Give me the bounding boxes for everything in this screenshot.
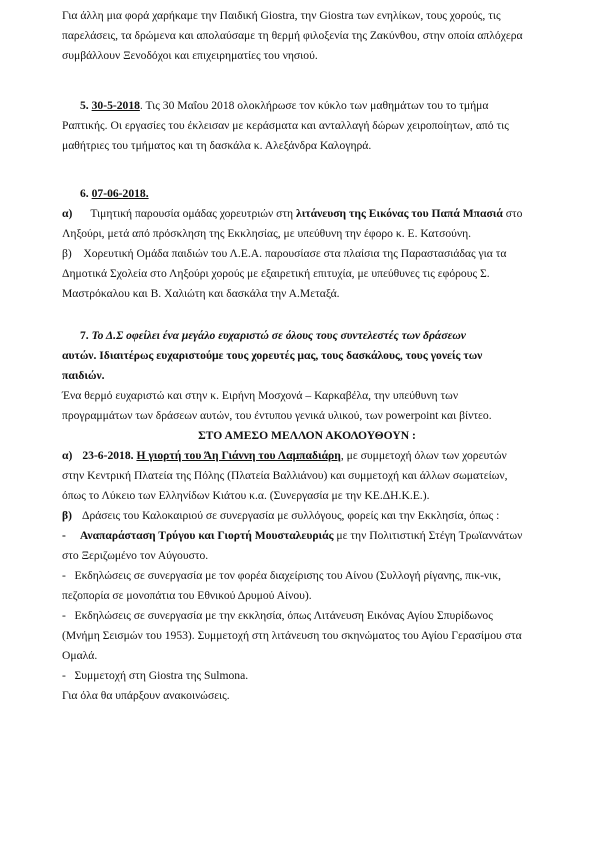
- text-line: - Εκδηλώσεις σε συνεργασία με την εκκλησία, όπως Λιτάνευση Εικόνας Αγίου Σπυρίδωνος: [62, 609, 493, 622]
- text-line: Δημοτικά Σχολεία στο Ληξούρι χορούς με εξαιρετική επιτυχία, με υπεύθυνες τις εφόρους Σ.: [62, 267, 490, 280]
- item-7: [62, 326, 552, 426]
- item-date: 07-06-2018.: [91, 187, 149, 200]
- text-line: παρελάσεις, τα δρώμενα και απολαύσαμε τη θερμή φιλοξενία της Ζακύνθου, στην οποία απλόχερα: [62, 29, 523, 42]
- text-line: [62, 506, 552, 526]
- text-line: β) Χορευτική Ομάδα παιδιών του Λ.Ε.Α. παρουσίασε στα πλαίσια της Παραστασιάδας για τα: [62, 247, 507, 260]
- item-number: 6.: [80, 187, 89, 200]
- item-text: . Τις 30 Μαΐου 2018 ολοκλήρωσε τον κύκλο των μαθημάτων του το τμήμα: [139, 99, 489, 112]
- dash-bullet: -: [62, 529, 66, 542]
- text-line: [62, 446, 552, 466]
- item-text: Δράσεις του Καλοκαιριού σε συνεργασία με συλλόγους, φορείς και την Εκκλησία, όπως :: [81, 509, 500, 522]
- text-line: Ραπτικής. Οι εργασίες του έκλεισαν με κεράσματα και ανταλλαγή δώρων χειροποίητων, από τις: [62, 119, 509, 132]
- text-line: Ληξούρι, μετά από πρόσκληση της Εκκλησίας, με υπεύθυνη την έφορο κ. Ε. Κατσούνη.: [62, 227, 472, 240]
- text-line: [62, 526, 552, 546]
- item-text: , με συμμετοχή όλων των χορευτών: [340, 449, 507, 462]
- item-date: 30-5-2018: [91, 99, 140, 112]
- intro-paragraph: [62, 6, 552, 66]
- text-line: Ένα θερμό ευχαριστώ και στην κ. Ειρήνη Μοσχονά – Καρκαβέλα, την υπεύθυνη των: [62, 389, 459, 402]
- text-line: πεζοπορία σε μονοπάτια του Εθνικού Δρυμού Αίνου).: [62, 589, 312, 602]
- text-line: (Μνήμη Σεισμών του 1953). Συμμετοχή στη λιτάνευση του σκηνώματος του Αγίου Γερασίμου στα: [62, 629, 522, 642]
- text-line: Ομαλά.: [62, 649, 98, 662]
- item-text: στο: [502, 207, 523, 220]
- item-bold-text: Το Δ.Σ οφείλει ένα μεγάλο ευχαριστώ σε όλους τους συντελεστές των δράσεων: [91, 329, 466, 342]
- text-line: αυτών. Ιδιαιτέρως ευχαριστούμε τους χορευτές μας, τους δασκάλους, τους γονείς των: [62, 349, 483, 362]
- text-line: - Συμμετοχή στη Giostra της Sulmona.: [62, 669, 249, 682]
- sub-label: α): [62, 449, 73, 462]
- text-line: [62, 326, 552, 346]
- item-bold-text: Αναπαράσταση Τρύγου και Γιορτή Μουσταλευριάς: [79, 529, 334, 542]
- text-line: στην Κεντρική Πλατεία της Πόλης (Πλατεία Βαλλιάνου) και συμμετοχή και άλλων σωματείων,: [62, 469, 508, 482]
- text-line: συμβάλλουν Ξενοδόχοι και επιχειρηματίες του νησιού.: [62, 49, 318, 62]
- text-line: Για άλλη μια φορά χαρήκαμε την Παιδική Giostra, την Giostra των ενηλίκων, τους χορούς, τις: [62, 9, 501, 22]
- item-bold-text: λιτάνευση της Εικόνας του Παπά Μπασιά: [296, 207, 503, 220]
- text-line: μαθήτριες του τμήματος και τη δασκάλα κ. Αλεξάνδρα Καλογηρά.: [62, 139, 372, 152]
- item-5: [62, 96, 552, 156]
- text-line: παιδιών.: [62, 369, 105, 382]
- text-line: [62, 204, 552, 224]
- text-line: όπως το Λύκειο των Ελληνίδων Κιάτου κ.α. (Συνεργασία με την ΚΕ.ΔΗ.Κ.Ε.).: [62, 489, 430, 502]
- item-text: Τιμητική παρουσία ομάδας χορευτριών στη: [90, 207, 296, 220]
- sub-label: β): [62, 509, 72, 522]
- future-section: [62, 426, 552, 706]
- item-text: με την Πολιτιστική Στέγη Τρωϊαννάτων: [333, 529, 523, 542]
- closing-line: Για όλα θα υπάρξουν ανακοινώσεις.: [62, 689, 230, 702]
- item-number: 5.: [80, 99, 89, 112]
- sub-label: α): [62, 207, 73, 220]
- text-line: [62, 184, 552, 204]
- text-line: προγραμμάτων των δράσεων αυτών, του έντυπου γενικά υλικού, των powerpoint και βίντεο.: [62, 409, 492, 422]
- item-bold-text: Η γιορτή του Άη Γιάννη του Λαμπαδιάρη: [136, 449, 341, 462]
- text-line: [62, 96, 552, 116]
- text-line: - Εκδηλώσεις σε συνεργασία με τον φορέα διαχείρισης του Αίνου (Συλλογή ρίγανης, πικ-νικ,: [62, 569, 502, 582]
- text-line: Μαστρόκαλου και Β. Χαλιώτη και δασκάλα την Α.Μεταξά.: [62, 287, 340, 300]
- section-heading: ΣΤΟ ΑΜΕΣΟ ΜΕΛΛΟΝ ΑΚΟΛΟΥΘΟΥΝ :: [198, 429, 416, 442]
- text-line: στο Ξεριζωμένο τον Αύγουστο.: [62, 549, 209, 562]
- item-number: 7.: [80, 329, 89, 342]
- item-date: 23-6-2018.: [82, 449, 134, 462]
- item-6: [62, 184, 552, 304]
